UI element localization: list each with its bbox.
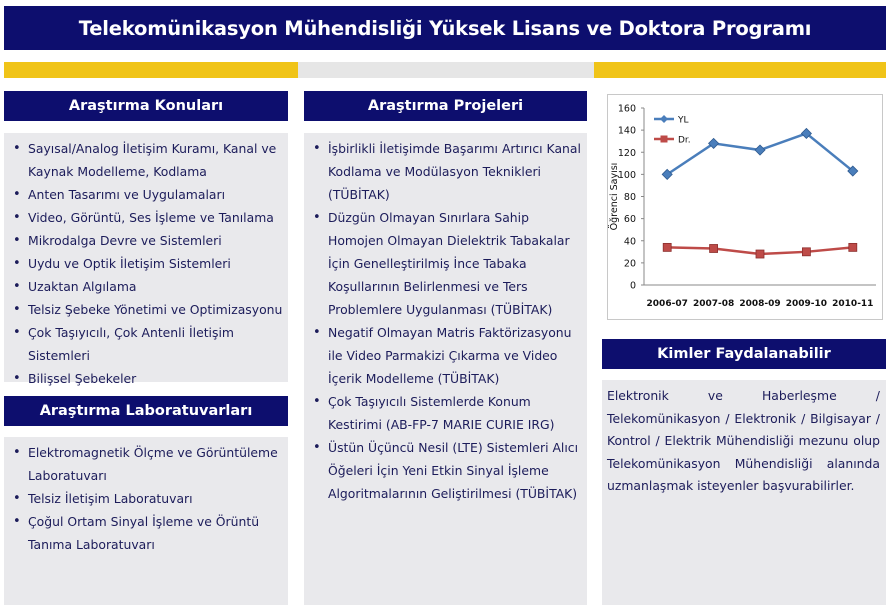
x-tick-label: 2006-07: [646, 299, 688, 309]
y-axis-label: Öğrenci Sayısı: [609, 162, 620, 231]
research-topics-header: Araştırma Konuları: [4, 91, 288, 121]
page-title: Telekomünikasyon Mühendisliği Yüksek Lisans ve Doktora Programı: [4, 6, 886, 50]
research-topics-list: [8, 137, 284, 390]
data-point: [755, 145, 765, 155]
research-project-item: • Düzgün Olmayan Sınırlara Sahip Homojen Olmayan Dielektrik Tabakalar İçin Genelleştirilmiş İnce Tabaka Koşullarının Belirlenmesi ve Ters Problemlere Uygulanması (TÜBİTAK): [308, 206, 583, 321]
y-tick-label: 60: [623, 214, 636, 226]
research-topic-item: • Telsiz Şebeke Yönetimi ve Optimizasyonu: [8, 298, 284, 321]
research-topic-item: • Video, Görüntü, Ses İşleme ve Tanılama: [8, 206, 284, 229]
research-projects-header: Araştırma Projeleri: [304, 91, 587, 121]
y-tick-label: 100: [617, 169, 636, 181]
research-project-item: • Çok Taşıyıcılı Sistemlerde Konum Kestirimi (AB-FP-7 MARIE CURIE IRG): [308, 390, 583, 436]
legend-label: YL: [678, 115, 689, 126]
accent-stripe-left: [4, 62, 298, 78]
x-tick-label: 2007-08: [692, 299, 735, 309]
y-tick-label: 20: [623, 258, 636, 270]
research-project-item: • Negatif Olmayan Matris Faktörizasyonu ile Video Parmakizi Çıkarma ve Video İçerik Modelleme (TÜBİTAK): [308, 321, 583, 390]
research-lab-item: • Çoğul Ortam Sinyal İşleme ve Örüntü Tanıma Laboratuvarı: [8, 510, 284, 556]
legend-marker: [661, 136, 668, 143]
accent-stripe-middle: [298, 62, 594, 78]
data-point: [756, 250, 764, 258]
research-topic-item: • Uzaktan Algılama: [8, 275, 284, 298]
research-topic-item: • Mikrodalga Devre ve Sistemleri: [8, 229, 284, 252]
student-count-chart: [607, 94, 883, 320]
y-tick-label: 0: [629, 280, 636, 292]
research-lab-item: • Elektromagnetik Ölçme ve Görüntüleme Laboratuvarı: [8, 441, 284, 487]
who-can-benefit-header: Kimler Faydalanabilir: [602, 339, 886, 369]
research-labs-header: Araştırma Laboratuvarları: [4, 396, 288, 426]
who-can-benefit-panel: [602, 380, 886, 605]
research-topic-item: • Bilişsel Şebekeler: [8, 367, 284, 390]
y-tick-label: 140: [617, 125, 636, 137]
data-point: [663, 243, 671, 251]
research-topic-item: • Anten Tasarımı ve Uygulamaları: [8, 183, 284, 206]
research-topic-item: • Uydu ve Optik İletişim Sistemleri: [8, 252, 284, 275]
x-tick-label: 2008-09: [739, 299, 781, 309]
research-lab-item: • Telsiz İletişim Laboratuvarı: [8, 487, 284, 510]
y-tick-label: 120: [617, 147, 636, 159]
accent-stripe-right: [594, 62, 886, 78]
y-tick-label: 40: [623, 236, 636, 248]
research-labs-panel: [4, 437, 288, 605]
data-point: [849, 243, 857, 251]
research-projects-panel: [304, 133, 587, 605]
research-projects-list: [308, 137, 583, 505]
legend-marker: [660, 115, 668, 123]
data-point: [710, 244, 718, 252]
research-topic-item: • Çok Taşıyıcılı, Çok Antenli İletişim Sistemleri: [8, 321, 284, 367]
research-topics-panel: [4, 133, 288, 386]
y-tick-label: 80: [623, 192, 636, 203]
research-project-item: • Üstün Üçüncü Nesil (LTE) Sistemleri Alıcı Öğeleri İçin Yeni Etkin Sinyal İşleme Algoritmalarının Geliştirilmesi (TÜBİTAK): [308, 436, 583, 505]
x-tick-label: 2009-10: [785, 299, 828, 309]
research-labs-list: [8, 441, 284, 556]
y-tick-label: 160: [617, 103, 636, 115]
research-project-item: • İşbirlikli İletişimde Başarımı Artırıcı Kanal Kodlama ve Modülasyon Teknikleri (TÜBİTAK): [308, 137, 583, 206]
who-can-benefit-text: Elektronik ve Haberleşme / Telekomünikasyon / Elektronik / Bilgisayar / Kontrol / Elektrik Mühendisliği mezunu olup Telekomünikasyon Mühendisliği alanında uzmanlaşmak isteyenler başvurabilirler.: [607, 388, 880, 493]
legend-label: Dr.: [678, 135, 691, 146]
x-tick-label: 2010-11: [832, 299, 874, 309]
student-count-chart-svg: [608, 95, 884, 321]
data-point: [802, 248, 810, 256]
research-topic-item: • Sayısal/Analog İletişim Kuramı, Kanal ve Kaynak Modelleme, Kodlama: [8, 137, 284, 183]
